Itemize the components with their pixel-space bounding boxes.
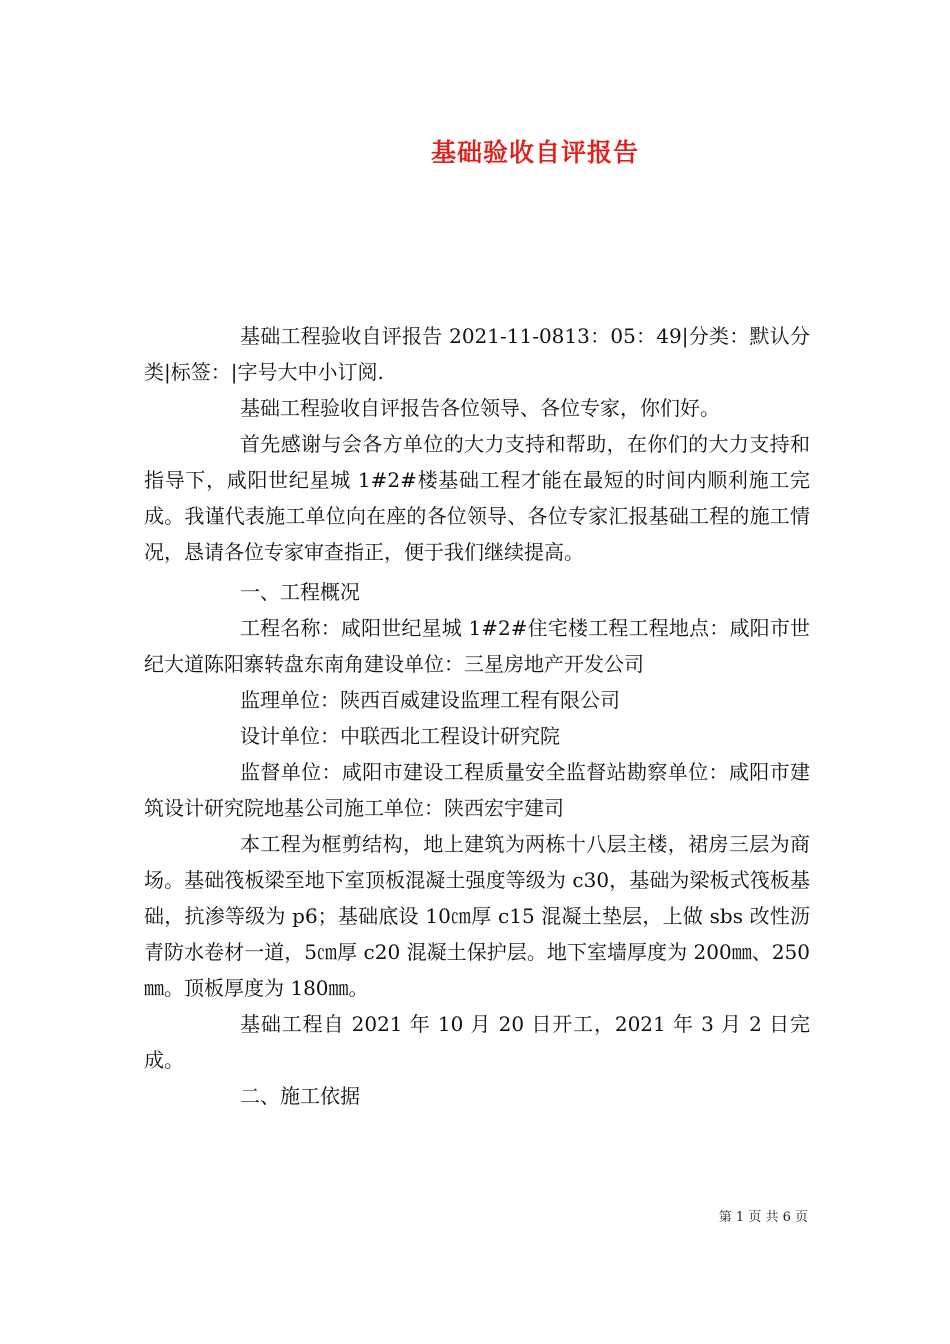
section-heading-basis: 二、施工依据 xyxy=(240,1084,360,1108)
paragraph-design-unit: 设计单位：中联西北工程设计研究院 xyxy=(240,724,560,748)
paragraph-thanks: 首先感谢与会各方单位的大力支持和帮助，在你们的大力支持和指导下，咸阳世纪星城 1#2#楼基础工程才能在最短的时间内顺利施工完成。我谨代表施工单位向在座的各位领导、各位专家汇报基础工程的施工情况，恳请各位专家审查指正，便于我们继续提高。 xyxy=(144,432,810,564)
paragraph-supervision-unit: 监理单位：陕西百威建设监理工程有限公司 xyxy=(240,688,620,712)
paragraph-header-info: 基础工程验收自评报告 2021-11-0813：05：49|分类：默认分类|标签：|字号大中小订阅. xyxy=(144,324,810,384)
paragraph-project-name: 工程名称：咸阳世纪星城 1#2#住宅楼工程工程地点：咸阳市世纪大道陈阳寨转盘东南角建设单位：三星房地产开发公司 xyxy=(144,616,810,676)
paragraph-schedule: 基础工程自 2021 年 10 月 20 日开工，2021 年 3 月 2 日完成。 xyxy=(144,1012,810,1072)
page-title: 基础验收自评报告 xyxy=(430,138,639,167)
paragraph-monitoring-unit: 监督单位：咸阳市建设工程质量安全监督站勘察单位：咸阳市建筑设计研究院地基公司施工单位：陕西宏宇建司 xyxy=(144,760,810,820)
document-body xyxy=(144,318,810,1114)
page-number: 第 1 页 共 6 页 xyxy=(718,1210,808,1225)
paragraph-structure: 本工程为框剪结构，地上建筑为两栋十八层主楼，裙房三层为商场。基础筏板梁至地下室顶板混凝土强度等级为 c30，基础为梁板式筏板基础，抗渗等级为 p6；基础底设 10㎝厚 c15 混凝土垫层，上做 sbs 改性沥青防水卷材一道，5㎝厚 c20 混凝土保护层。地下室墙厚度为 200㎜、250㎜。顶板厚度为 180㎜。 xyxy=(144,832,810,1000)
paragraph-greeting: 基础工程验收自评报告各位领导、各位专家，你们好。 xyxy=(240,396,720,420)
section-heading-overview: 一、工程概况 xyxy=(240,580,360,604)
